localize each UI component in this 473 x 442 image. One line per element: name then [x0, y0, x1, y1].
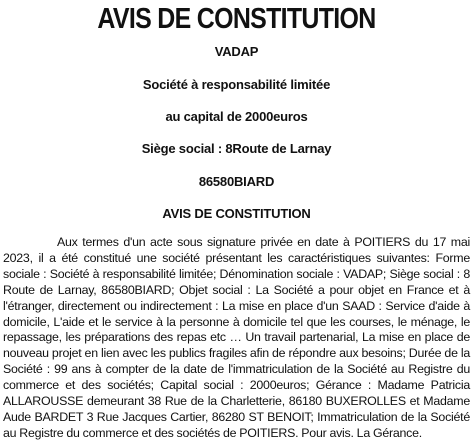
registered-office: Siège social : 8Route de Larnay — [141, 141, 332, 156]
company-form: Société à responsabilité limitée — [142, 77, 331, 92]
company-name: VADAP — [214, 44, 259, 59]
notice-subtitle: AVIS DE CONSTITUTION — [162, 206, 311, 221]
postcode-city: 86580BIARD — [198, 174, 275, 189]
notice-body: Aux termes d'un acte sous signature privée en date à POITIERS du 17 mai 2023, il a été constitué une société présentant les caractéristiques suivantes: Forme sociale : Société à responsabilité limitée; Dénomination sociale : VADAP; Siège social : 8 Route de Larnay, 86580BIARD; Objet social : La Société a pour objet en France et à l'étranger, directement ou indirectement : La mise en place d'un SAAD : Service d'aide à domicile, L'aide et le service à la personne à domicile tel que les courses, le ménage, le repassage, les préparations des repas etc … Un travail partenarial, La mise en place de nouveau projet en lien avec les publics fragiles afin de répondre aux besoins; Durée de la Société : 99 ans à compter de la date de l'immatriculation de la Société au Registre du commerce et des sociétés; Capital social : 2000euros; Gérance : Madame Patricia ALLAROUSSE demeurant 38 Rue de la Charletterie, 86180 BUXEROLLES et Madame Aude BARDET 3 Rue Jacques Cartier, 86280 ST BENOIT; Immatriculation de la Société au Registre du commerce et des sociétés de POITIERS. Pour avis. La Gérance. — [3, 235, 470, 440]
notice-title: AVIS DE CONSTITUTION — [97, 3, 376, 35]
company-capital: au capital de 2000euros — [165, 109, 308, 124]
